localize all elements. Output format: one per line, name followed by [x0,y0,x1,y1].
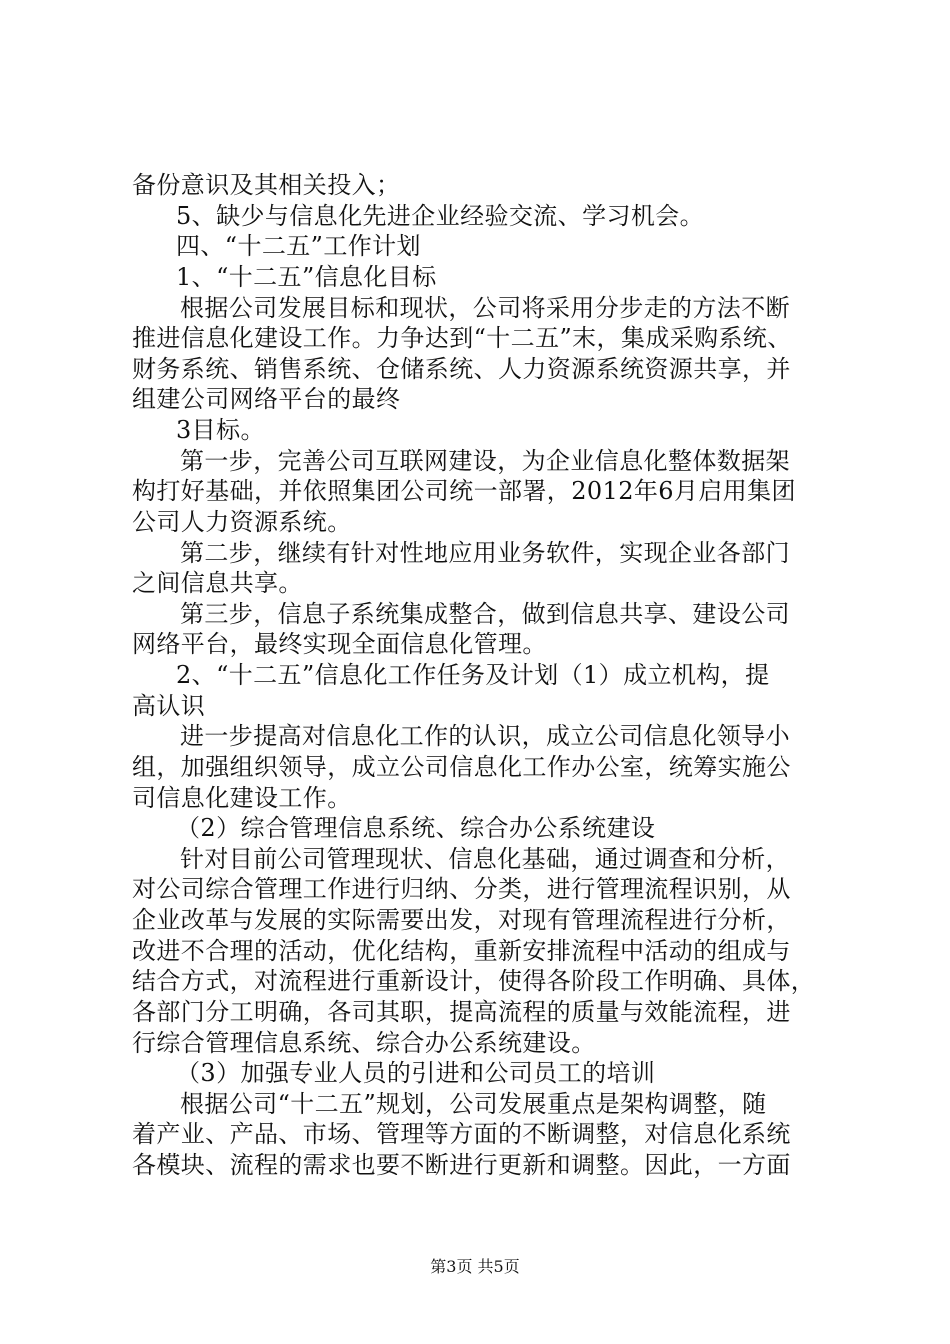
text-line: 3目标。 [176,416,265,444]
text-line: 结合方式，对流程进行重新设计，使得各阶段工作明确、具体， [132,967,816,995]
subsection-heading: （2）综合管理信息系统、综合办公系统建设 [176,814,656,842]
text-line: 第一步，完善公司互联网建设，为企业信息化整体数据架 [180,447,790,475]
subsection-heading: 1、“十二五”信息化目标 [176,263,437,291]
text-line: 之间信息共享。 [132,569,303,597]
text-line: 财务系统、销售系统、仓储系统、人力资源系统资源共享，并 [132,355,791,383]
text-line: 公司人力资源系统。 [132,508,352,536]
text-line: 行综合管理信息系统、综合办公系统建设。 [132,1029,596,1057]
text-line: 网络平台，最终实现全面信息化管理。 [132,630,547,658]
text-line: 企业改革与发展的实际需要出发，对现有管理流程进行分析， [132,906,791,934]
text-line: 组，加强组织领导，成立公司信息化工作办公室，统筹实施公 [132,753,791,781]
text-line: 组建公司网络平台的最终 [132,385,401,413]
section-heading: 四、“十二五”工作计划 [176,232,421,260]
text-line: 构打好基础，并依照集团公司统一部署，2012年6月启用集团 [132,477,796,505]
text-line: 司信息化建设工作。 [132,784,352,812]
subsection-heading: （3）加强专业人员的引进和公司员工的培训 [176,1059,656,1087]
text-line: 第三步，信息子系统集成整合，做到信息共享、建设公司 [180,600,790,628]
text-line: 5、缺少与信息化先进企业经验交流、学习机会。 [176,202,705,230]
text-line: 根据公司“十二五”规划，公司发展重点是架构调整，随 [180,1090,767,1118]
text-line: 根据公司发展目标和现状，公司将采用分步走的方法不断 [180,294,790,322]
page-footer: 第3页 共5页 [430,1257,520,1276]
text-line: 各部门分工明确，各司其职，提高流程的质量与效能流程，进 [132,998,791,1026]
text-line: 着产业、产品、市场、管理等方面的不断调整，对信息化系统 [132,1120,791,1148]
text-line: 进一步提高对信息化工作的认识，成立公司信息化领导小 [180,722,790,750]
text-line: 各模块、流程的需求也要不断进行更新和调整。因此，一方面 [132,1151,791,1179]
text-line: 第二步，继续有针对性地应用业务软件，实现企业各部门 [180,539,790,567]
text-line: 改进不合理的活动，优化结构，重新安排流程中活动的组成与 [132,937,791,965]
text-line: 针对目前公司管理现状、信息化基础，通过调查和分析， [180,845,790,873]
text-line: 对公司综合管理工作进行归纳、分类，进行管理流程识别，从 [132,875,791,903]
subsection-heading: 2、“十二五”信息化工作任务及计划（1）成立机构，提 [176,661,770,689]
text-line: 备份意识及其相关投入； [132,171,401,199]
text-line: 高认识 [132,692,206,720]
text-line: 推进信息化建设工作。力争达到“十二五”末，集成采购系统、 [132,324,792,352]
